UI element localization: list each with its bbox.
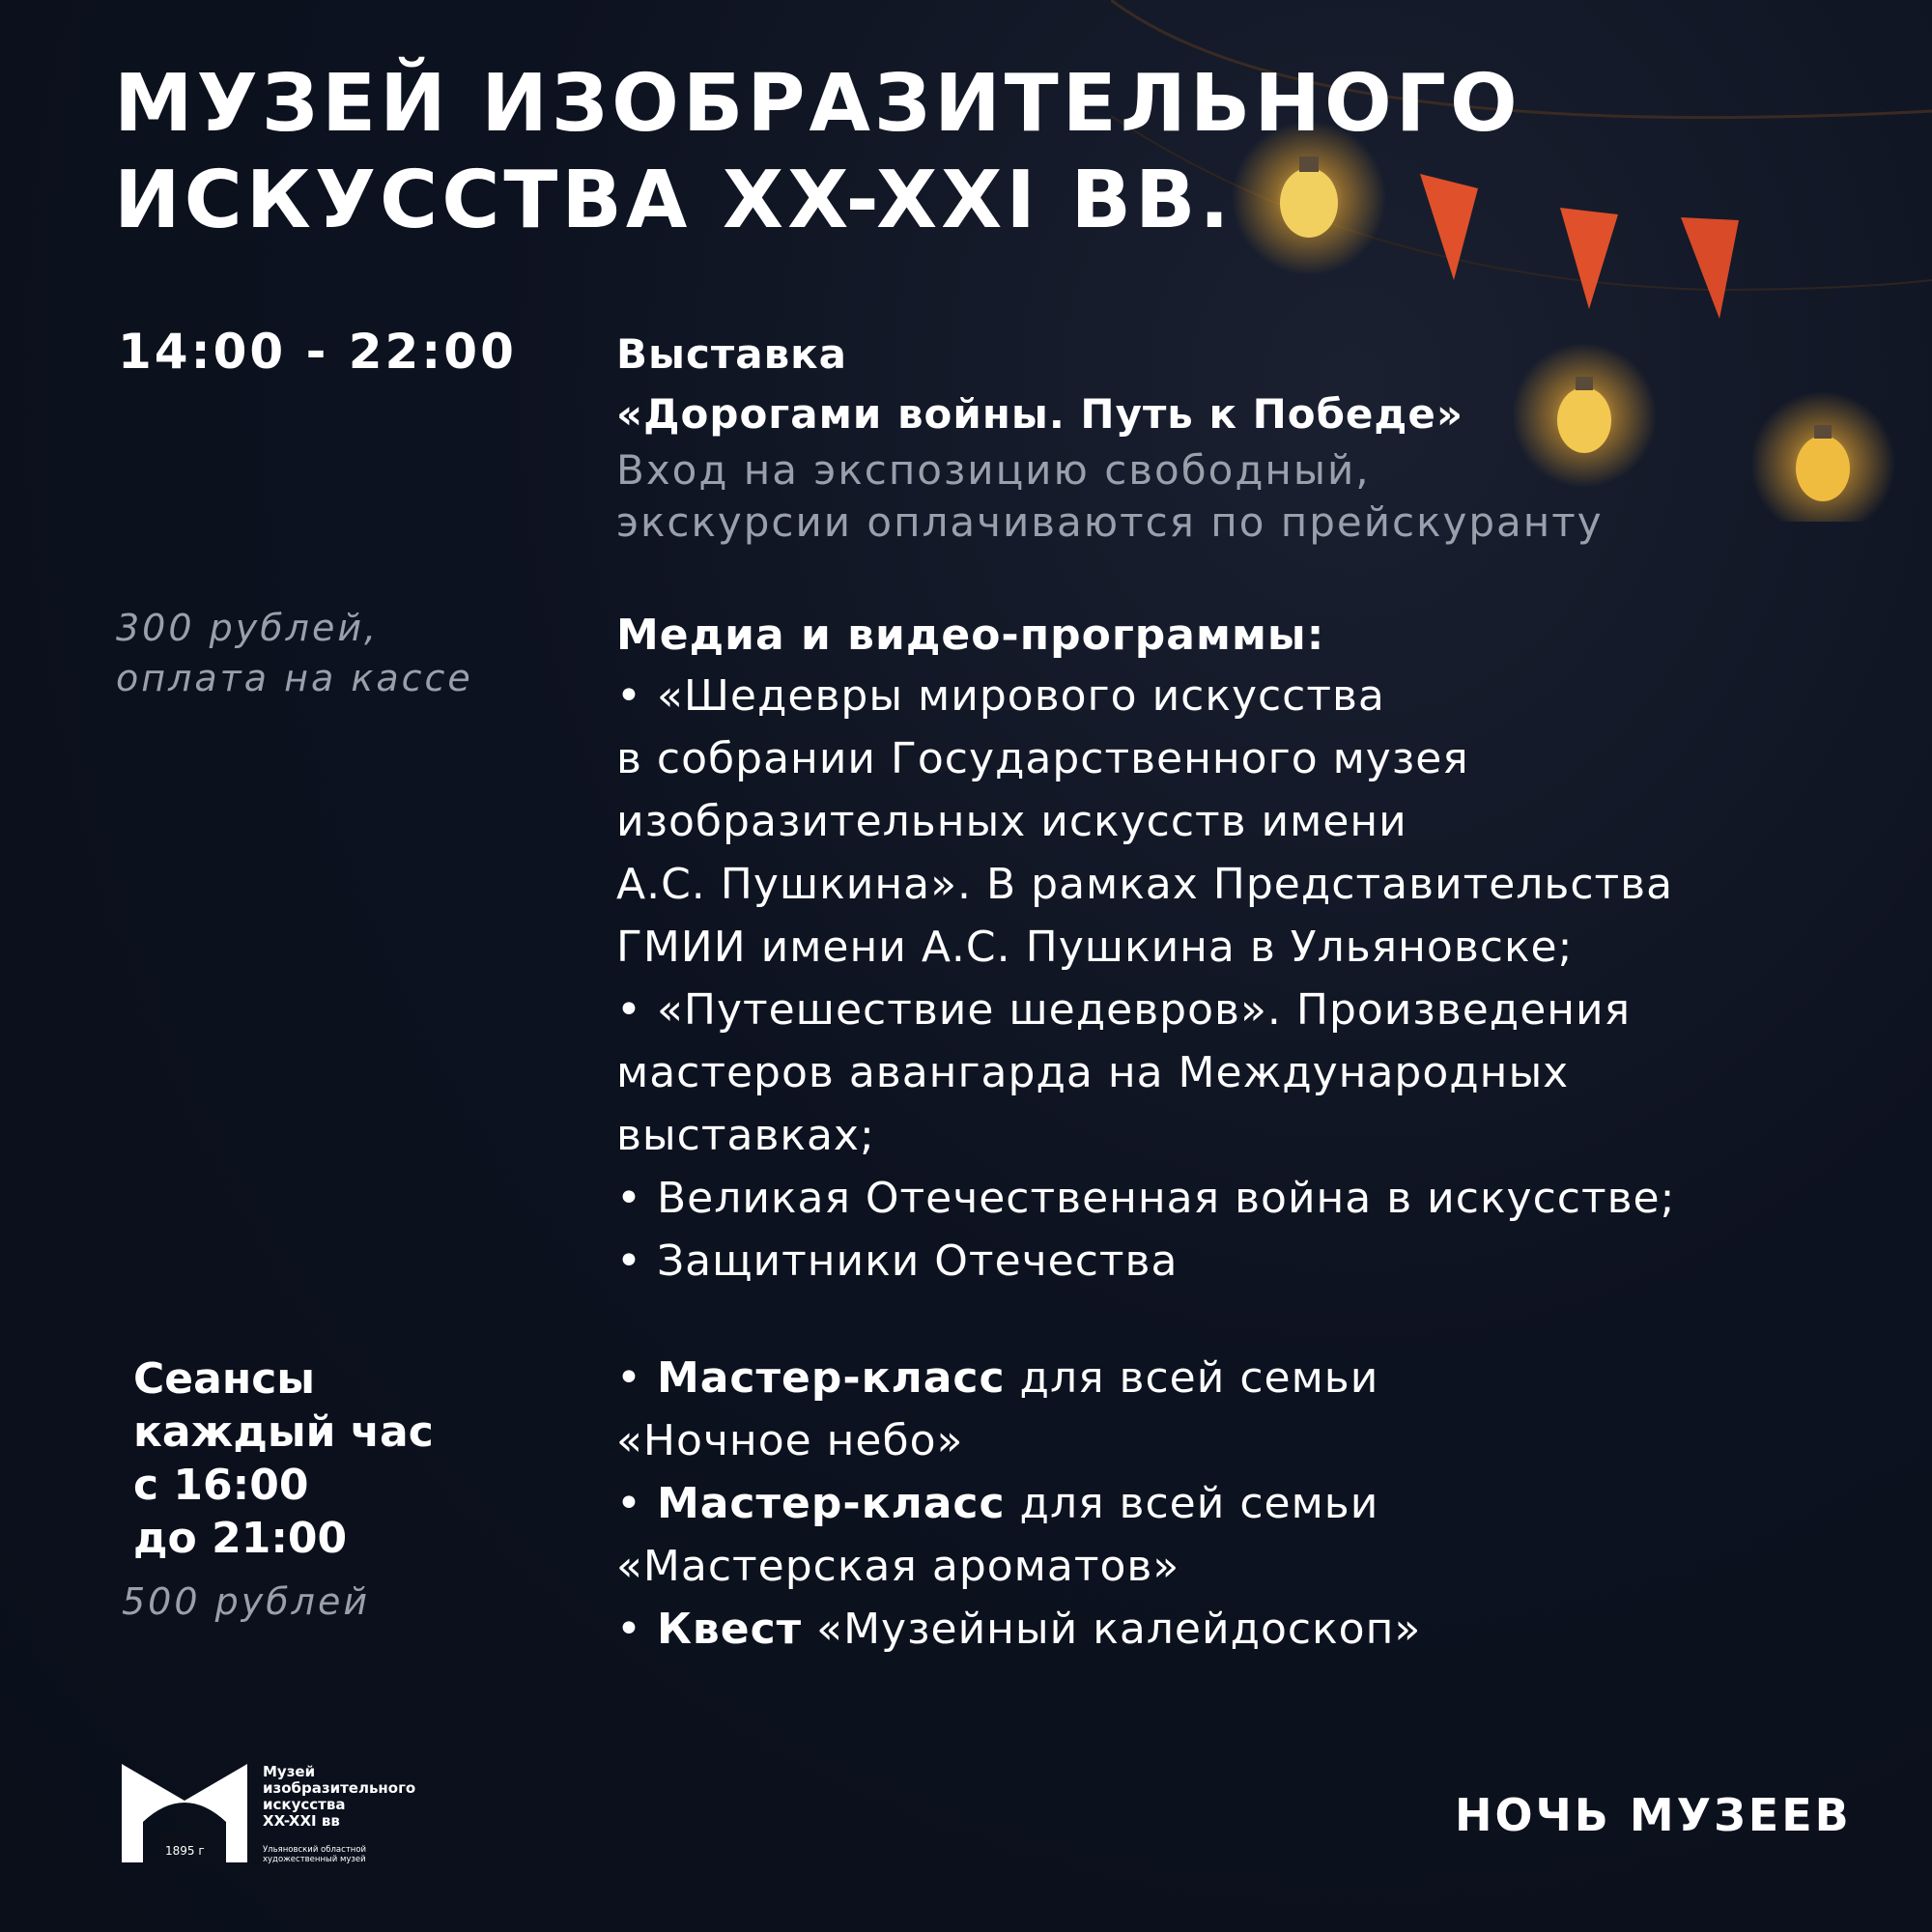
exhibition-time: 14:00 - 22:00: [118, 324, 517, 380]
bullet: •: [616, 1479, 657, 1528]
workshops-block: [616, 1347, 1421, 1661]
sessions-line-4: до 21:00: [133, 1514, 348, 1563]
logo-name-line-1: Музей: [263, 1763, 316, 1780]
sessions-line-3: с 16:00: [133, 1461, 309, 1510]
media-line: • «Шедевры мирового искусства: [616, 671, 1385, 721]
quest-title: «Музейный калейдоскоп»: [802, 1605, 1422, 1654]
exhibition-title: «Дорогами войны. Путь к Победе»: [616, 390, 1463, 438]
logo-sub-line-1: Ульяновский областной: [263, 1845, 367, 1855]
event-brand-logo: НОЧЬ МУЗЕЕВ: [1455, 1789, 1852, 1841]
museum-logo-name: [263, 1764, 415, 1830]
workshop-price: 500 рублей: [122, 1580, 371, 1623]
workshop-1-type: Мастер-класс: [656, 1353, 1006, 1403]
workshop-1-audience: для всей семьи: [1005, 1353, 1379, 1403]
quest: [616, 1598, 1421, 1661]
workshop-1-title: «Ночное небо»: [616, 1416, 964, 1465]
workshop-2-title: «Мастерская ароматов»: [616, 1542, 1180, 1591]
media-line: • Великая Отечественная война в искусстве;: [616, 1174, 1676, 1223]
workshop-2-audience: для всей семьи: [1005, 1479, 1379, 1528]
media-line: • «Путешествие шедевров». Произведения: [616, 985, 1632, 1035]
workshop-2-type: Мастер-класс: [656, 1479, 1006, 1528]
sessions-line-2: каждый час: [133, 1407, 434, 1457]
media-line: мастеров авангарда на Международных: [616, 1048, 1570, 1097]
media-line: А.С. Пушкина». В рамках Представительства: [616, 860, 1674, 909]
workshop-2: [616, 1472, 1421, 1535]
media-line: ГМИИ имени А.С. Пушкина в Ульяновске;: [616, 923, 1574, 972]
logo-year: 1895 г: [165, 1844, 205, 1858]
title-line-2: ИСКУССТВА XX-XXI ВВ.: [114, 155, 1234, 246]
media-price: [116, 603, 473, 703]
logo-name-line-3: искусства: [263, 1796, 346, 1813]
workshop-1: [616, 1347, 1421, 1409]
bullet: •: [616, 1605, 657, 1654]
bullet: •: [616, 1353, 657, 1403]
exhibition-note-2: экскурсии оплачиваются по прейскуранту: [616, 498, 1604, 546]
museum-logo-subtitle: [263, 1845, 366, 1864]
title-line-1: МУЗЕЙ ИЗОБРАЗИТЕЛЬНОГО: [114, 58, 1521, 150]
quest-type: Квест: [656, 1605, 803, 1654]
media-line: выставках;: [616, 1111, 875, 1160]
sessions-line-1: Сеансы: [133, 1354, 316, 1404]
media-heading: Медиа и видео-программы:: [616, 611, 1325, 660]
media-programs-block: [616, 607, 1675, 1293]
logo-sub-line-2: художественный музей: [263, 1855, 366, 1864]
exhibition-label: Выставка: [616, 330, 847, 378]
media-line: изобразительных искусств имени: [616, 797, 1407, 846]
exhibition-block: [616, 325, 1604, 549]
sessions-schedule: [133, 1352, 434, 1565]
logo-name-line-2: изобразительного: [263, 1779, 416, 1797]
media-line: в собрании Государственного музея: [616, 734, 1469, 783]
page-title: [114, 56, 1521, 249]
museum-logo-icon: [122, 1764, 247, 1862]
media-price-line-2: оплата на кассе: [116, 657, 473, 699]
media-price-line-1: 300 рублей,: [116, 607, 380, 649]
logo-name-line-4: XX-XXI вв: [263, 1812, 340, 1830]
media-line: • Защитники Отечества: [616, 1236, 1179, 1286]
exhibition-note-1: Вход на экспозицию свободный,: [616, 446, 1371, 494]
